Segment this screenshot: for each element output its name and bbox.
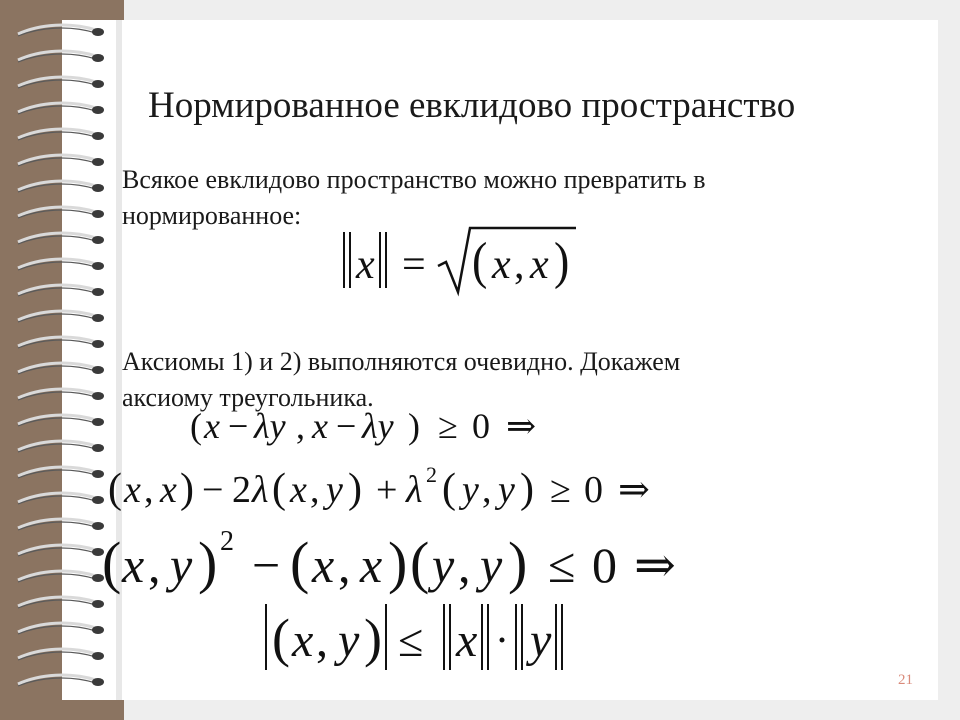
svg-text:x: x: [204, 406, 220, 446]
binding-ring: [18, 285, 104, 296]
svg-text:x: x: [456, 614, 478, 667]
binding-ring: [18, 77, 104, 88]
svg-text:≤: ≤: [548, 537, 576, 593]
binding-ring: [18, 389, 104, 400]
binding-ring: [18, 571, 104, 582]
binding-ring: [18, 363, 104, 374]
svg-text:,: ,: [316, 614, 328, 667]
svg-text:x: x: [122, 537, 145, 593]
slide-title: Нормированное евклидово пространство: [148, 85, 796, 126]
svg-text:x: x: [530, 242, 549, 288]
svg-text:,: ,: [338, 537, 351, 593]
svg-text:): ): [508, 530, 528, 595]
formula-step-2: [104, 458, 684, 520]
binding-ring: [18, 545, 104, 556]
svg-text:≥: ≥: [550, 469, 571, 511]
binding-ring: [18, 467, 104, 478]
svg-text:−: −: [228, 406, 249, 446]
binding-ring: [18, 51, 104, 62]
svg-text:x: x: [124, 469, 141, 511]
svg-text:): ): [408, 406, 420, 446]
binding-ring: [18, 493, 104, 504]
binding-ring: [18, 675, 104, 686]
svg-text:0: 0: [592, 537, 617, 593]
svg-text:−: −: [252, 537, 281, 593]
binding-ring: [18, 337, 104, 348]
svg-text:2: 2: [232, 469, 251, 511]
svg-text:(: (: [290, 530, 310, 595]
binding-ring: [18, 233, 104, 244]
svg-text:≥: ≥: [438, 406, 458, 446]
svg-text:y: y: [530, 614, 552, 667]
binding-ring: [18, 311, 104, 322]
svg-text:≤: ≤: [398, 615, 424, 666]
svg-text:x: x: [492, 242, 511, 288]
svg-text:x: x: [290, 469, 307, 511]
svg-text:λ: λ: [252, 469, 269, 511]
svg-text:y: y: [480, 537, 503, 593]
svg-text:,: ,: [482, 469, 492, 511]
svg-text:x: x: [292, 614, 314, 667]
binding-ring: [18, 129, 104, 140]
formula-step-3: [98, 520, 718, 600]
svg-text:x: x: [360, 537, 383, 593]
svg-text:y: y: [432, 537, 455, 593]
svg-text:⇒: ⇒: [506, 406, 537, 446]
paragraph-1-line-2: нормированное:: [122, 201, 302, 230]
binding-ring: [18, 649, 104, 660]
binding-ring: [18, 103, 104, 114]
svg-text:): ): [554, 231, 570, 290]
svg-text:,: ,: [458, 537, 471, 593]
svg-text:λy: λy: [254, 406, 286, 446]
binding-ring: [18, 623, 104, 634]
svg-text:(: (: [272, 608, 290, 668]
svg-text:⇒: ⇒: [634, 537, 676, 593]
svg-text:−: −: [202, 469, 224, 511]
svg-text:0: 0: [472, 406, 490, 446]
svg-text:+: +: [376, 469, 398, 511]
svg-text:,: ,: [296, 406, 305, 446]
svg-text:λ: λ: [406, 469, 423, 511]
paragraph-2-line-2: аксиому треугольника.: [122, 383, 374, 412]
svg-text:(: (: [472, 231, 488, 290]
svg-text:,: ,: [144, 469, 154, 511]
formula-step-4: [258, 598, 618, 678]
svg-text:): ): [180, 466, 194, 512]
svg-text:): ): [520, 466, 534, 512]
svg-text:,: ,: [148, 537, 161, 593]
binding-ring: [18, 155, 104, 166]
spiral-binding-icon: [0, 0, 124, 720]
svg-text:,: ,: [514, 242, 525, 288]
binding-ring: [18, 259, 104, 270]
norm-definition-formula: [330, 222, 590, 298]
binding-ring: [18, 441, 104, 452]
svg-text:x: x: [160, 469, 177, 511]
svg-text:(: (: [108, 466, 122, 512]
svg-text:): ): [364, 608, 382, 668]
svg-text:x: x: [356, 242, 375, 288]
binding-ring: [18, 415, 104, 426]
svg-text:y: y: [498, 469, 515, 511]
binding-ring: [18, 207, 104, 218]
svg-text:x: x: [312, 537, 335, 593]
svg-text:y: y: [170, 537, 193, 593]
svg-text:2: 2: [220, 526, 234, 557]
svg-text:(: (: [102, 530, 122, 595]
svg-text:x: x: [312, 406, 328, 446]
binding-ring: [18, 181, 104, 192]
svg-text:y: y: [462, 469, 479, 511]
svg-text:−: −: [336, 406, 357, 446]
svg-text:,: ,: [310, 469, 320, 511]
svg-text:(: (: [442, 466, 456, 512]
binding-ring: [18, 519, 104, 530]
paragraph-2-line-1: Аксиомы 1) и 2) выполняются очевидно. Докажем: [122, 347, 681, 376]
svg-text:(: (: [410, 530, 430, 595]
svg-text:2: 2: [426, 462, 437, 487]
formula-step-1: [180, 400, 600, 456]
svg-text:=: =: [402, 242, 426, 288]
svg-text:(: (: [190, 406, 202, 446]
svg-text:0: 0: [584, 469, 603, 511]
binding-ring: [18, 25, 104, 36]
svg-text:): ): [348, 466, 362, 512]
paragraph-1-line-1: Всякое евклидово пространство можно превратить в: [122, 165, 706, 194]
svg-text:): ): [388, 530, 408, 595]
svg-text:): ): [198, 530, 218, 595]
svg-text:y: y: [338, 614, 360, 667]
svg-text:λy: λy: [362, 406, 394, 446]
page-number: 21: [898, 672, 913, 688]
svg-text:y: y: [326, 469, 343, 511]
binding-ring: [18, 597, 104, 608]
svg-text:⇒: ⇒: [618, 469, 650, 511]
svg-text:(: (: [272, 466, 286, 512]
